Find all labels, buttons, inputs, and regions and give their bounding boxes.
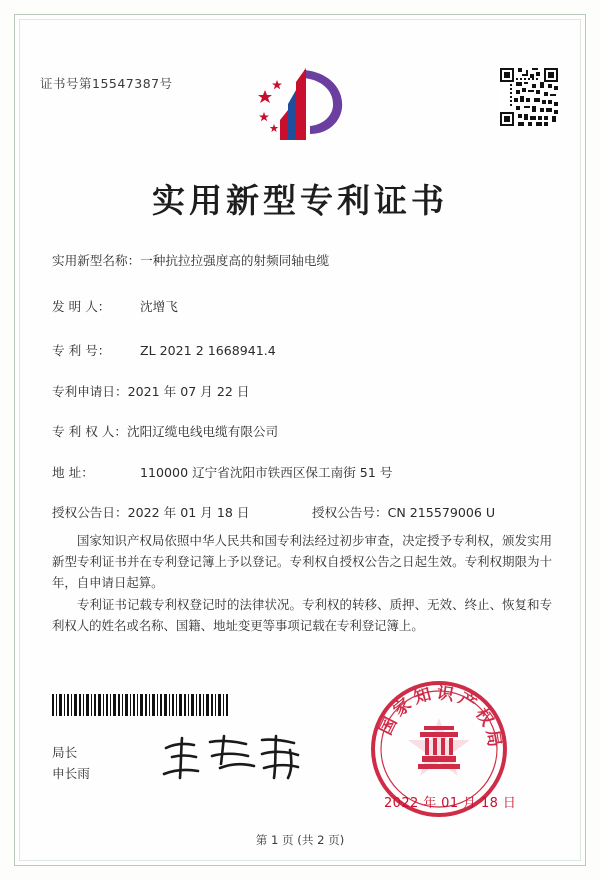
field-value: CN 215579006 U bbox=[387, 505, 496, 520]
field-address bbox=[52, 462, 554, 481]
signature-title-label: 局长 bbox=[52, 745, 78, 760]
page-title: 实用新型专利证书 bbox=[152, 181, 448, 220]
page-footer: 第 1 页 (共 2 页) bbox=[255, 833, 345, 847]
field-value: 110000 辽宁省沈阳市铁西区保工南街 51 号 bbox=[140, 465, 393, 480]
barcode bbox=[52, 694, 230, 716]
paragraph-grant-statement: 国家知识产权局依照中华人民共和国专利法经过初步审查，决定授予专利权，颁发实用新型专利证书并在专利登记簿上予以登记。专利权自授权公告之日起生效。专利权期限为十年，自申请日起算。 bbox=[52, 533, 552, 590]
field-grant-number bbox=[312, 502, 495, 521]
field-label: 地 址： bbox=[52, 465, 94, 480]
field-label: 授权公告日： bbox=[52, 505, 128, 520]
field-label: 授权公告号： bbox=[312, 505, 388, 520]
field-value: 2022 年 01 月 18 日 bbox=[127, 505, 250, 520]
field-inventor bbox=[52, 296, 554, 315]
qr-code bbox=[498, 66, 560, 128]
field-patentee bbox=[52, 421, 554, 440]
field-label: 专 利 号： bbox=[52, 343, 111, 358]
field-grant-announcement bbox=[52, 502, 554, 521]
seal-date: 2022 年 01 月 18 日 bbox=[384, 796, 517, 811]
field-value: 一种抗拉拉强度高的射频同轴电缆 bbox=[140, 253, 330, 268]
field-value: 2021 年 07 月 22 日 bbox=[127, 384, 250, 399]
signature-labels bbox=[52, 742, 90, 784]
field-label: 发 明 人： bbox=[52, 299, 111, 314]
signature-name-label: 申长雨 bbox=[52, 766, 90, 781]
field-application-date bbox=[52, 381, 554, 400]
field-label: 专 利 权 人： bbox=[52, 424, 127, 439]
signature-handwriting bbox=[158, 730, 308, 786]
field-label: 专利申请日： bbox=[52, 384, 128, 399]
paragraph-register-statement: 专利证书记载专利权登记时的法律状况。专利权的转移、质押、无效、终止、恢复和专利权人的姓名或名称、国籍、地址变更等事项记载在专利登记簿上。 bbox=[52, 597, 552, 633]
sipo-logo-icon bbox=[252, 62, 348, 148]
field-label: 实用新型名称： bbox=[52, 253, 141, 268]
field-patent-number bbox=[52, 340, 554, 359]
field-utility-model-name bbox=[52, 250, 554, 269]
field-value: 沈阳辽缆电线电缆有限公司 bbox=[126, 424, 279, 439]
field-value: ZL 2021 2 1668941.4 bbox=[140, 343, 276, 358]
certificate-number: 证书号第15547387号 bbox=[40, 76, 173, 91]
svg-text:国家知识产权局: 国家知识产权局 bbox=[376, 683, 505, 753]
field-value: 沈增飞 bbox=[140, 299, 178, 314]
